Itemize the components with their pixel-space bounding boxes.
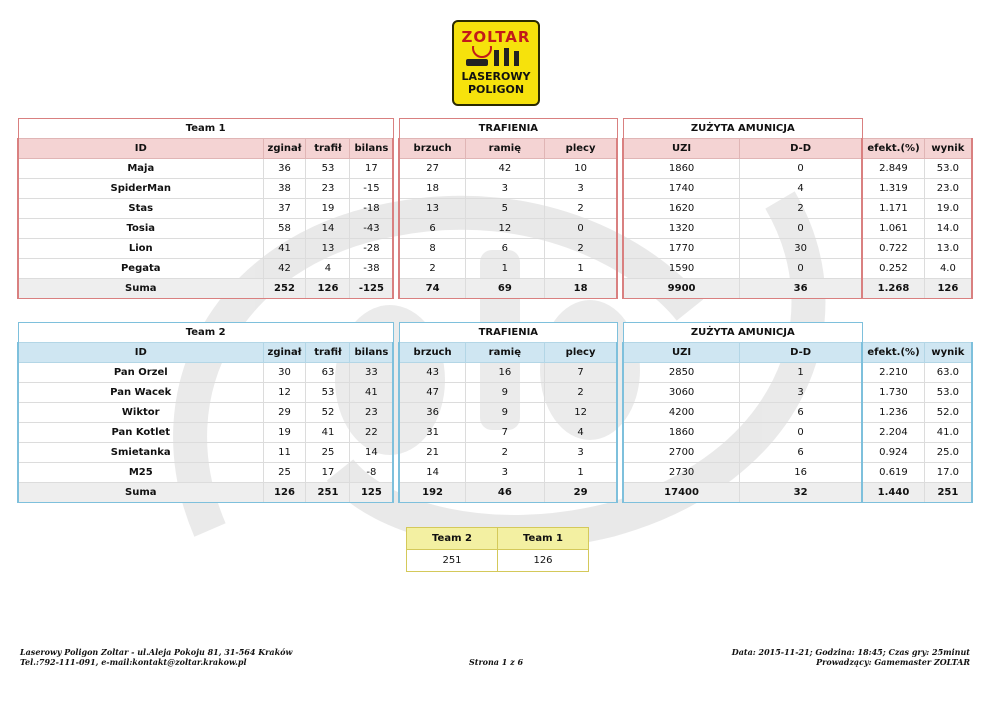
table-row bbox=[18, 219, 972, 239]
cell-brzuch: 18 bbox=[399, 179, 465, 199]
cell-uzi: 3060 bbox=[623, 383, 739, 403]
cell-trafil: 25 bbox=[306, 443, 350, 463]
result-table bbox=[406, 527, 589, 572]
cell-brzuch: 14 bbox=[399, 463, 465, 483]
cell-ramie: 3 bbox=[465, 179, 544, 199]
cell-plecy: 1 bbox=[544, 463, 617, 483]
team1-title: Team 1 bbox=[18, 119, 393, 139]
cell-trafil: 251 bbox=[306, 483, 350, 503]
cell-efekt: 1.319 bbox=[862, 179, 924, 199]
cell-bilans: -38 bbox=[350, 259, 393, 279]
cell-dd: 0 bbox=[739, 259, 862, 279]
cell-bilans: -43 bbox=[350, 219, 393, 239]
cell-uzi: 1590 bbox=[623, 259, 739, 279]
cell-ramie: 12 bbox=[465, 219, 544, 239]
cell-brzuch: 21 bbox=[399, 443, 465, 463]
col-dd: D-D bbox=[739, 343, 862, 363]
cell-wynik: 53.0 bbox=[924, 159, 972, 179]
cell-brzuch: 36 bbox=[399, 403, 465, 423]
cell-uzi: 1860 bbox=[623, 423, 739, 443]
cell-dd: 16 bbox=[739, 463, 862, 483]
table-row bbox=[18, 403, 972, 423]
cell-uzi: 17400 bbox=[623, 483, 739, 503]
result-score-b: 126 bbox=[498, 550, 589, 572]
cell-efekt: 0.252 bbox=[862, 259, 924, 279]
cell-uzi: 2850 bbox=[623, 363, 739, 383]
cell-dd: 36 bbox=[739, 279, 862, 299]
cell-ramie: 69 bbox=[465, 279, 544, 299]
logo-title: ZOLTAR bbox=[461, 28, 531, 46]
cell-efekt: 0.722 bbox=[862, 239, 924, 259]
cell-trafil: 53 bbox=[306, 159, 350, 179]
col-bilans: bilans bbox=[350, 139, 393, 159]
cell-id: Pegata bbox=[18, 259, 263, 279]
cell-uzi: 1320 bbox=[623, 219, 739, 239]
cell-dd: 0 bbox=[739, 423, 862, 443]
cell-plecy: 0 bbox=[544, 219, 617, 239]
cell-plecy: 29 bbox=[544, 483, 617, 503]
cell-trafil: 4 bbox=[306, 259, 350, 279]
cell-zginal: 36 bbox=[263, 159, 306, 179]
team1-body bbox=[18, 159, 972, 299]
cell-efekt: 0.619 bbox=[862, 463, 924, 483]
cell-bilans: 17 bbox=[350, 159, 393, 179]
cell-id: Pan Wacek bbox=[18, 383, 263, 403]
cell-efekt: 1.061 bbox=[862, 219, 924, 239]
cell-id: Stas bbox=[18, 199, 263, 219]
cell-id: Tosia bbox=[18, 219, 263, 239]
footer-host: Prowadzący: Gamemaster ZOLTAR bbox=[816, 657, 970, 667]
col-id: ID bbox=[18, 343, 263, 363]
team2-table bbox=[17, 322, 973, 503]
col-zginal: zginał bbox=[263, 139, 306, 159]
cell-ramie: 9 bbox=[465, 383, 544, 403]
col-plecy: plecy bbox=[544, 343, 617, 363]
cell-wynik: 52.0 bbox=[924, 403, 972, 423]
cell-plecy: 18 bbox=[544, 279, 617, 299]
cell-brzuch: 13 bbox=[399, 199, 465, 219]
cell-zginal: 58 bbox=[263, 219, 306, 239]
team1-group-trafienia: TRAFIENIA bbox=[399, 119, 617, 139]
cell-zginal: 19 bbox=[263, 423, 306, 443]
cell-trafil: 23 bbox=[306, 179, 350, 199]
cell-zginal: 30 bbox=[263, 363, 306, 383]
cell-wynik: 251 bbox=[924, 483, 972, 503]
cell-trafil: 41 bbox=[306, 423, 350, 443]
cell-dd: 1 bbox=[739, 363, 862, 383]
table-row bbox=[18, 159, 972, 179]
cell-plecy: 3 bbox=[544, 443, 617, 463]
col-efekt: efekt.(%) bbox=[862, 343, 924, 363]
table-row bbox=[18, 443, 972, 463]
cell-efekt: 0.924 bbox=[862, 443, 924, 463]
cell-id: M25 bbox=[18, 463, 263, 483]
cell-brzuch: 8 bbox=[399, 239, 465, 259]
cell-efekt: 2.210 bbox=[862, 363, 924, 383]
cell-id: Maja bbox=[18, 159, 263, 179]
cell-efekt: 1.730 bbox=[862, 383, 924, 403]
cell-zginal: 42 bbox=[263, 259, 306, 279]
cell-dd: 4 bbox=[739, 179, 862, 199]
cell-brzuch: 27 bbox=[399, 159, 465, 179]
table-row bbox=[18, 259, 972, 279]
cell-efekt: 2.204 bbox=[862, 423, 924, 443]
cell-dd: 30 bbox=[739, 239, 862, 259]
result-team-b: Team 1 bbox=[498, 528, 589, 550]
cell-wynik: 25.0 bbox=[924, 443, 972, 463]
cell-brzuch: 47 bbox=[399, 383, 465, 403]
cell-bilans: 22 bbox=[350, 423, 393, 443]
cell-uzi: 1770 bbox=[623, 239, 739, 259]
cell-efekt: 1.236 bbox=[862, 403, 924, 423]
table-row bbox=[18, 383, 972, 403]
cell-wynik: 23.0 bbox=[924, 179, 972, 199]
cell-plecy: 12 bbox=[544, 403, 617, 423]
cell-trafil: 13 bbox=[306, 239, 350, 259]
cell-ramie: 3 bbox=[465, 463, 544, 483]
cell-ramie: 5 bbox=[465, 199, 544, 219]
cell-wynik: 19.0 bbox=[924, 199, 972, 219]
cell-dd: 0 bbox=[739, 159, 862, 179]
cell-id: Wiktor bbox=[18, 403, 263, 423]
cell-id: Pan Kotlet bbox=[18, 423, 263, 443]
team2-body bbox=[18, 363, 972, 503]
cell-uzi: 9900 bbox=[623, 279, 739, 299]
team1-header-row bbox=[18, 139, 972, 159]
cell-id: Suma bbox=[18, 279, 263, 299]
cell-bilans: -15 bbox=[350, 179, 393, 199]
cell-trafil: 126 bbox=[306, 279, 350, 299]
cell-id: Suma bbox=[18, 483, 263, 503]
col-wynik: wynik bbox=[924, 343, 972, 363]
cell-zginal: 37 bbox=[263, 199, 306, 219]
table-row bbox=[18, 239, 972, 259]
footer-game-meta: Data: 2015-11-21; Godzina: 18:45; Czas gry: 25minut bbox=[731, 647, 970, 657]
col-ramie: ramię bbox=[465, 139, 544, 159]
cell-dd: 2 bbox=[739, 199, 862, 219]
cell-efekt: 1.171 bbox=[862, 199, 924, 219]
sum-row bbox=[18, 483, 972, 503]
cell-uzi: 4200 bbox=[623, 403, 739, 423]
table-row bbox=[18, 179, 972, 199]
col-zginal: zginał bbox=[263, 343, 306, 363]
cell-wynik: 4.0 bbox=[924, 259, 972, 279]
team2-header-row bbox=[18, 343, 972, 363]
team1-table bbox=[17, 118, 973, 299]
cell-plecy: 2 bbox=[544, 383, 617, 403]
cell-brzuch: 31 bbox=[399, 423, 465, 443]
cell-dd: 6 bbox=[739, 443, 862, 463]
cell-brzuch: 2 bbox=[399, 259, 465, 279]
cell-brzuch: 43 bbox=[399, 363, 465, 383]
cell-uzi: 2730 bbox=[623, 463, 739, 483]
cell-brzuch: 6 bbox=[399, 219, 465, 239]
cell-wynik: 53.0 bbox=[924, 383, 972, 403]
col-ramie: ramię bbox=[465, 343, 544, 363]
footer-meta-block bbox=[732, 647, 970, 667]
zoltar-logo bbox=[452, 20, 540, 106]
cell-bilans: 41 bbox=[350, 383, 393, 403]
footer-contact: Tel.:792-111-091, e-mail:kontakt@zoltar.krakow.pl bbox=[20, 657, 247, 667]
cell-wynik: 14.0 bbox=[924, 219, 972, 239]
cell-zginal: 12 bbox=[263, 383, 306, 403]
cell-plecy: 1 bbox=[544, 259, 617, 279]
cell-trafil: 52 bbox=[306, 403, 350, 423]
logo-line-poligon: POLIGON bbox=[467, 83, 525, 96]
cell-bilans: 23 bbox=[350, 403, 393, 423]
cell-ramie: 42 bbox=[465, 159, 544, 179]
team1-group-amunicja: ZUŻYTA AMUNICJA bbox=[623, 119, 862, 139]
cell-efekt: 2.849 bbox=[862, 159, 924, 179]
team2-group-amunicja: ZUŻYTA AMUNICJA bbox=[623, 323, 862, 343]
footer-address: Laserowy Poligon Zoltar - ul.Aleja Pokoju 81, 31-564 Kraków bbox=[20, 647, 293, 657]
cell-id: SpiderMan bbox=[18, 179, 263, 199]
cell-uzi: 1860 bbox=[623, 159, 739, 179]
cell-id: Smietanka bbox=[18, 443, 263, 463]
cell-wynik: 63.0 bbox=[924, 363, 972, 383]
cell-plecy: 2 bbox=[544, 239, 617, 259]
col-dd: D-D bbox=[739, 139, 862, 159]
cell-dd: 0 bbox=[739, 219, 862, 239]
cell-uzi: 2700 bbox=[623, 443, 739, 463]
cell-zginal: 25 bbox=[263, 463, 306, 483]
sum-row bbox=[18, 279, 972, 299]
cell-efekt: 1.440 bbox=[862, 483, 924, 503]
cell-id: Pan Orzel bbox=[18, 363, 263, 383]
cell-bilans: 125 bbox=[350, 483, 393, 503]
col-brzuch: brzuch bbox=[399, 139, 465, 159]
col-trafil: trafił bbox=[306, 139, 350, 159]
team2-title: Team 2 bbox=[18, 323, 393, 343]
result-score-a: 251 bbox=[407, 550, 498, 572]
col-uzi: UZI bbox=[623, 343, 739, 363]
table-row bbox=[18, 199, 972, 219]
cell-ramie: 1 bbox=[465, 259, 544, 279]
cell-zginal: 126 bbox=[263, 483, 306, 503]
cell-dd: 32 bbox=[739, 483, 862, 503]
cell-wynik: 126 bbox=[924, 279, 972, 299]
cell-zginal: 29 bbox=[263, 403, 306, 423]
cell-ramie: 6 bbox=[465, 239, 544, 259]
cell-ramie: 16 bbox=[465, 363, 544, 383]
cell-brzuch: 192 bbox=[399, 483, 465, 503]
cell-plecy: 2 bbox=[544, 199, 617, 219]
cell-bilans: -28 bbox=[350, 239, 393, 259]
cell-bilans: -18 bbox=[350, 199, 393, 219]
cell-ramie: 2 bbox=[465, 443, 544, 463]
cell-trafil: 14 bbox=[306, 219, 350, 239]
cell-id: Lion bbox=[18, 239, 263, 259]
cell-efekt: 1.268 bbox=[862, 279, 924, 299]
cell-trafil: 63 bbox=[306, 363, 350, 383]
cell-ramie: 46 bbox=[465, 483, 544, 503]
col-id: ID bbox=[18, 139, 263, 159]
cell-bilans: 14 bbox=[350, 443, 393, 463]
col-wynik: wynik bbox=[924, 139, 972, 159]
cell-ramie: 7 bbox=[465, 423, 544, 443]
cell-dd: 3 bbox=[739, 383, 862, 403]
cell-ramie: 9 bbox=[465, 403, 544, 423]
cell-wynik: 17.0 bbox=[924, 463, 972, 483]
logo-line-laserowy: LASEROWY bbox=[461, 70, 531, 83]
cell-bilans: -125 bbox=[350, 279, 393, 299]
cell-plecy: 7 bbox=[544, 363, 617, 383]
col-trafil: trafił bbox=[306, 343, 350, 363]
cell-plecy: 10 bbox=[544, 159, 617, 179]
col-plecy: plecy bbox=[544, 139, 617, 159]
cell-brzuch: 74 bbox=[399, 279, 465, 299]
col-brzuch: brzuch bbox=[399, 343, 465, 363]
cell-bilans: -8 bbox=[350, 463, 393, 483]
cell-trafil: 19 bbox=[306, 199, 350, 219]
cell-trafil: 17 bbox=[306, 463, 350, 483]
col-bilans: bilans bbox=[350, 343, 393, 363]
cell-wynik: 41.0 bbox=[924, 423, 972, 443]
table-row bbox=[18, 363, 972, 383]
cell-plecy: 3 bbox=[544, 179, 617, 199]
team2-group-trafienia: TRAFIENIA bbox=[399, 323, 617, 343]
logo-silhouettes-icon bbox=[464, 46, 530, 68]
table-row bbox=[18, 463, 972, 483]
cell-dd: 6 bbox=[739, 403, 862, 423]
footer-page-number: Strona 1 z 6 bbox=[468, 657, 524, 667]
cell-zginal: 41 bbox=[263, 239, 306, 259]
col-uzi: UZI bbox=[623, 139, 739, 159]
cell-zginal: 38 bbox=[263, 179, 306, 199]
cell-zginal: 252 bbox=[263, 279, 306, 299]
cell-bilans: 33 bbox=[350, 363, 393, 383]
cell-zginal: 11 bbox=[263, 443, 306, 463]
cell-uzi: 1740 bbox=[623, 179, 739, 199]
col-efekt: efekt.(%) bbox=[862, 139, 924, 159]
cell-wynik: 13.0 bbox=[924, 239, 972, 259]
table-row bbox=[18, 423, 972, 443]
logo-subtitle bbox=[454, 70, 538, 96]
cell-plecy: 4 bbox=[544, 423, 617, 443]
cell-uzi: 1620 bbox=[623, 199, 739, 219]
cell-trafil: 53 bbox=[306, 383, 350, 403]
result-team-a: Team 2 bbox=[407, 528, 498, 550]
